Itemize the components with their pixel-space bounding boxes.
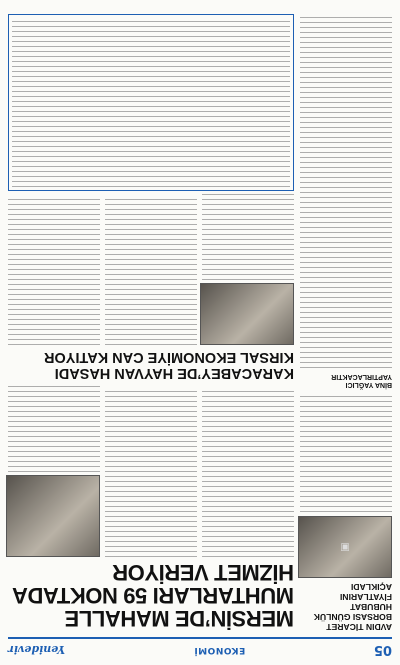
second-col-1-text	[202, 194, 294, 280]
second-col-2	[105, 195, 197, 345]
left-column	[300, 14, 392, 632]
main-col-1	[202, 387, 294, 557]
main-story-columns	[8, 387, 294, 557]
page-number: 05	[373, 642, 392, 658]
left-body-text	[300, 392, 392, 512]
main-col-2	[105, 387, 197, 557]
left-headline: AVDIN TİCARET BORSASI GÜNLÜK HUBUBAT FİYATLARINI AÇIKLADI	[313, 582, 392, 632]
main-photo	[6, 475, 100, 557]
section-name: EKONOMİ	[193, 645, 246, 655]
second-story-columns	[8, 195, 294, 345]
notice-box	[8, 14, 294, 191]
main-area	[8, 14, 294, 632]
second-col-1	[202, 195, 294, 345]
market-photo	[298, 516, 392, 578]
second-col-3	[8, 195, 100, 345]
photo-placeholder-icon: ▣	[340, 541, 350, 553]
masthead-bar	[8, 637, 392, 659]
main-headline: MERSİN’DE MAHALLE MUHTARLARI 59 NOKTADA HİZMET VERİYOR	[13, 560, 294, 631]
harvest-photo	[200, 283, 294, 345]
main-col-3-text	[8, 386, 100, 472]
second-headline: KARACABEY’DE HAYVAN HASADI KIRSAL EKONOMİYE CAN KATIYOR	[43, 349, 294, 381]
main-col-3	[8, 387, 100, 557]
notice-body-text	[12, 18, 290, 187]
brand-logo: Yenidevir	[8, 643, 66, 657]
tender-title: BİNA YAĞLICI YAPTIRLACAKTIR	[331, 373, 392, 388]
tender-body-text	[300, 14, 392, 368]
page-grid	[8, 14, 392, 632]
